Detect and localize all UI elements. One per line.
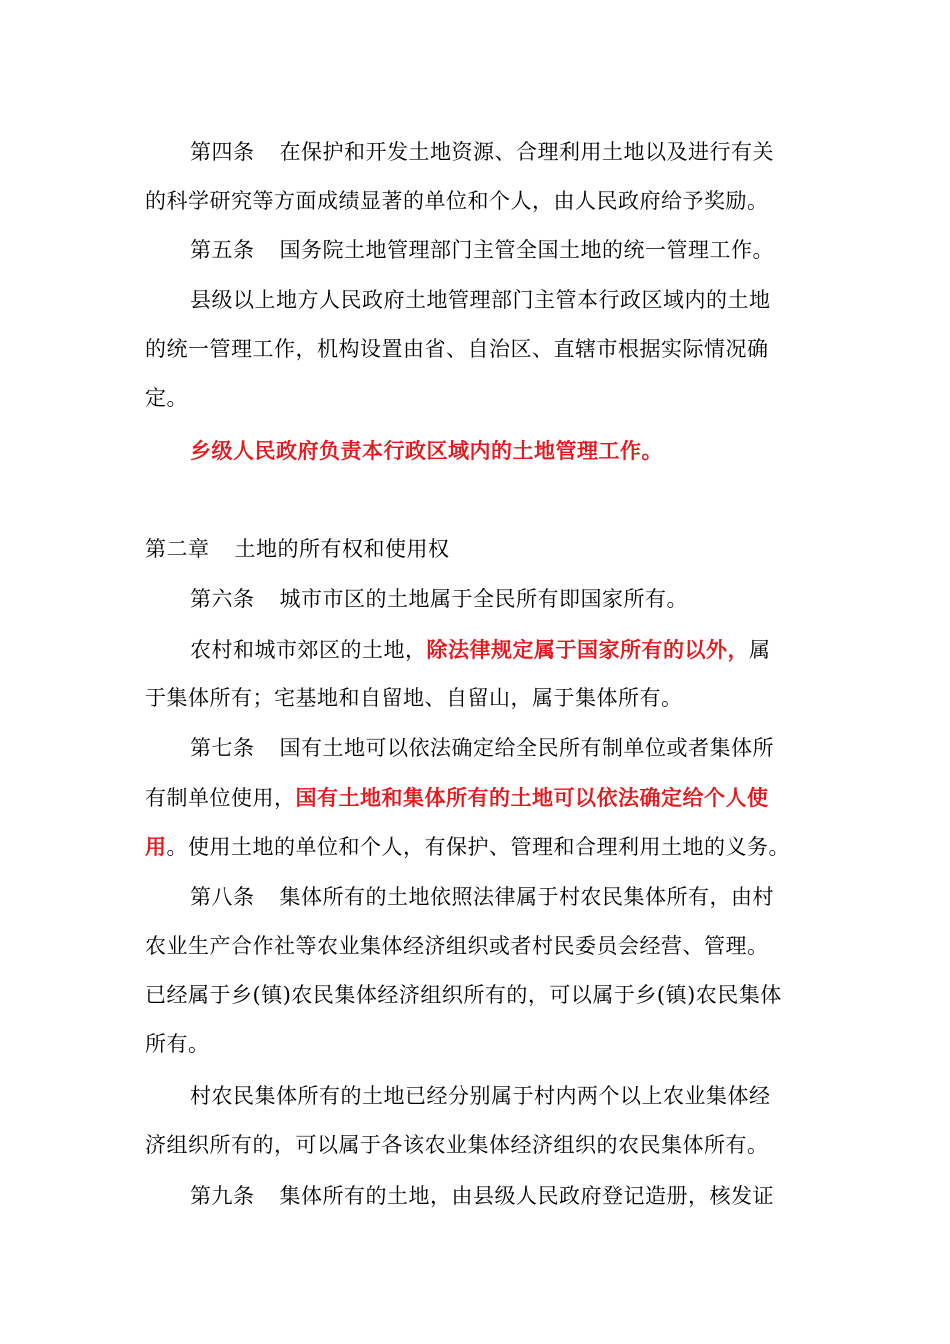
- article-8-paragraph-2: [145, 1072, 805, 1170]
- article-9: [145, 1172, 805, 1221]
- article-7: [145, 724, 805, 871]
- article-8-p2-line-1: 村农民集体所有的土地已经分别属于村内两个以上农业集体经: [190, 1084, 771, 1108]
- article-8-p2-line-2: 济组织所有的，可以属于各该农业集体经济组织的农民集体所有。: [145, 1133, 769, 1157]
- article-5-paragraph-3: [145, 426, 805, 475]
- article-9-label: 第九条: [190, 1184, 255, 1208]
- article-4-line-1: 在保护和开发土地资源、合理利用土地以及进行有关: [279, 140, 774, 164]
- article-8-line-1: 集体所有的土地依照法律属于村农民集体所有，由村: [279, 885, 774, 909]
- article-6-p2-line-1-a: 农村和城市郊区的土地，: [190, 638, 427, 662]
- chapter-2-label: 第二章: [145, 537, 210, 561]
- article-8: [145, 873, 805, 1069]
- article-7-line-3: 。使用土地的单位和个人，有保护、管理和合理利用土地的义务。: [166, 835, 790, 859]
- article-6-p2-line-2: 于集体所有；宅基地和自留地、自留山，属于集体所有。: [145, 686, 683, 710]
- article-6-p2-line-1-c: 属: [749, 638, 771, 662]
- article-6-line-1: 城市市区的土地属于全民所有即国家所有。: [279, 587, 688, 611]
- article-5-line-1: 国务院土地管理部门主管全国土地的统一管理工作。: [279, 238, 774, 262]
- article-8-line-4: 所有。: [145, 1032, 210, 1056]
- article-5-p2-line-2: 的统一管理工作，机构设置由省、自治区、直辖市根据实际情况确: [145, 337, 769, 361]
- article-8-line-2: 农业生产合作社等农业集体经济组织或者村民委员会经营、管理。: [145, 934, 769, 958]
- article-7-emphasis-part-1: 国有土地和集体所有的土地可以依法确定给个人使: [295, 785, 769, 810]
- article-6-label: 第六条: [190, 587, 255, 611]
- article-5-label: 第五条: [190, 238, 255, 262]
- article-4: [145, 128, 805, 226]
- article-8-label: 第八条: [190, 885, 255, 909]
- article-5-p2-line-1: 县级以上地方人民政府土地管理部门主管本行政区域内的土地: [190, 288, 771, 312]
- chapter-2-heading: [145, 525, 805, 574]
- article-4-line-2: 的科学研究等方面成绩显著的单位和个人，由人民政府给予奖励。: [145, 189, 769, 213]
- article-7-line-2-a: 有制单位使用，: [145, 786, 296, 810]
- article-6-p2-emphasis: 除法律规定属于国家所有的以外，: [426, 637, 749, 662]
- article-9-line-1: 集体所有的土地，由县级人民政府登记造册，核发证: [279, 1184, 774, 1208]
- article-4-label: 第四条: [190, 140, 255, 164]
- article-6: [145, 575, 805, 624]
- article-5: [145, 226, 805, 275]
- article-8-line-3: 已经属于乡(镇)农民集体经济组织所有的，可以属于乡(镇)农民集体: [145, 983, 782, 1007]
- article-5-p3-emphasis: 乡级人民政府负责本行政区域内的土地管理工作。: [190, 438, 663, 463]
- chapter-2-title: 土地的所有权和使用权: [234, 537, 450, 561]
- article-5-p2-line-3: 定。: [145, 386, 188, 410]
- article-5-paragraph-2: [145, 276, 805, 423]
- article-7-label: 第七条: [190, 736, 255, 760]
- article-6-paragraph-2: [145, 625, 805, 723]
- article-7-line-1: 国有土地可以依法确定给全民所有制单位或者集体所: [279, 736, 774, 760]
- article-7-emphasis-part-2: 用: [145, 834, 167, 859]
